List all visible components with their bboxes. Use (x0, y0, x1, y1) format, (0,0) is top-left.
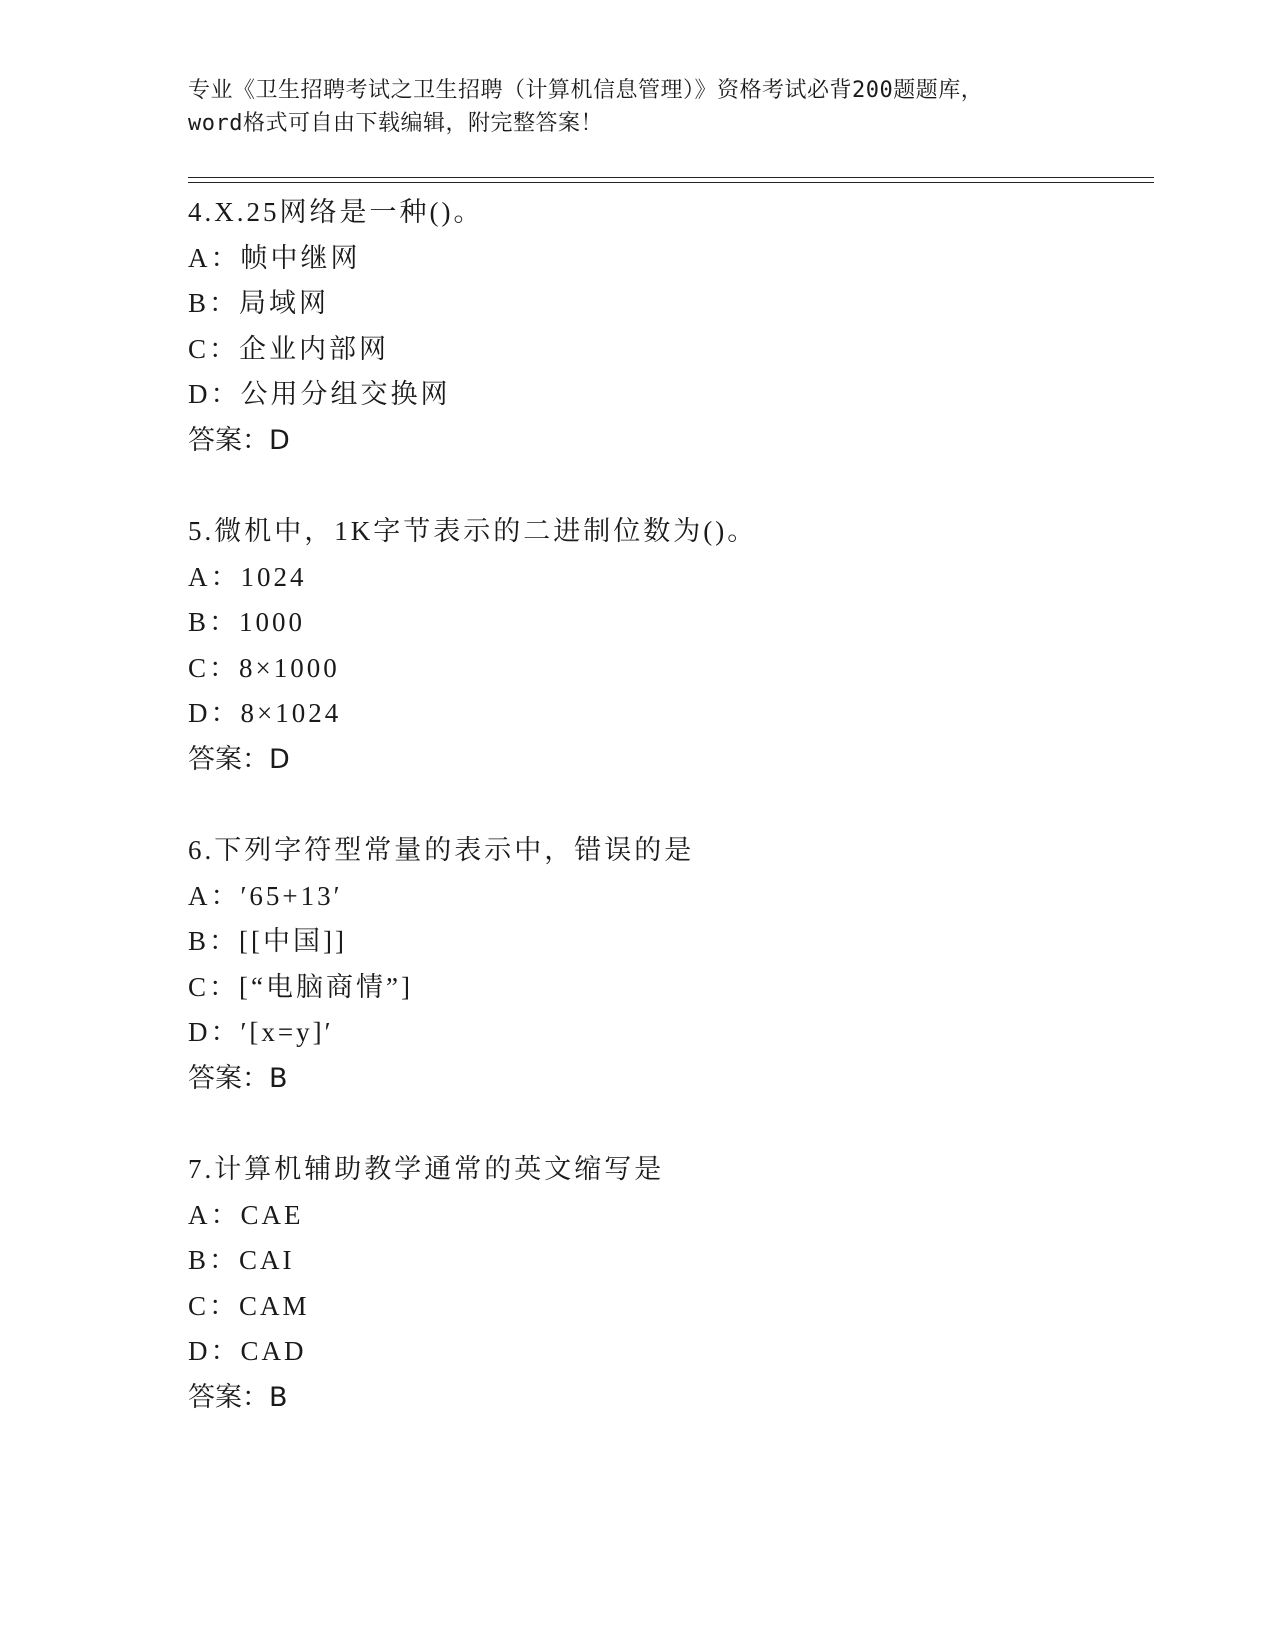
option-d: D：′[x=y]′ (188, 1017, 334, 1047)
option-c: C：[“电脑商情”] (188, 971, 413, 1002)
option-d: D：CAD (188, 1336, 307, 1366)
option-a: A：′65+13′ (188, 880, 343, 911)
option-a: A：1024 (188, 561, 307, 592)
answer-text: 答案：D (188, 743, 290, 775)
answer-text: 答案：B (188, 1381, 288, 1413)
header-divider-top (188, 177, 1154, 178)
question-5 (188, 509, 1148, 782)
option-d: D：公用分组交换网 (188, 379, 451, 409)
option-d: D：8×1024 (188, 698, 342, 728)
option-c: C：8×1000 (188, 652, 340, 683)
option-b: B：局域网 (188, 288, 330, 318)
question-list (188, 190, 1148, 1466)
header-line-1: 专业《卫生招聘考试之卫生招聘（计算机信息管理）》资格考试必背200题题库， (188, 78, 984, 103)
document-header (188, 74, 1088, 140)
header-line-2: word格式可自由下载编辑，附完整答案！ (188, 111, 603, 136)
option-b: B：CAI (188, 1245, 295, 1275)
option-b: B：[[中国]] (188, 926, 347, 956)
option-b: B：1000 (188, 607, 306, 637)
question-stem: 6.下列字符型常量的表示中，错误的是 (188, 835, 695, 865)
question-4 (188, 190, 1148, 463)
option-c: C：CAM (188, 1290, 310, 1321)
option-a: A：CAE (188, 1199, 304, 1230)
option-c: C：企业内部网 (188, 333, 390, 364)
answer-text: 答案：B (188, 1062, 288, 1094)
answer-text: 答案：D (188, 424, 290, 456)
question-6 (188, 828, 1148, 1101)
option-a: A：帧中继网 (188, 242, 361, 273)
question-stem: 4.X.25网络是一种()。 (188, 197, 484, 227)
question-stem: 7.计算机辅助教学通常的英文缩写是 (188, 1154, 665, 1184)
question-stem: 5.微机中，1K字节表示的二进制位数为()。 (188, 516, 758, 546)
question-7 (188, 1147, 1148, 1420)
header-divider-bottom (188, 182, 1154, 183)
